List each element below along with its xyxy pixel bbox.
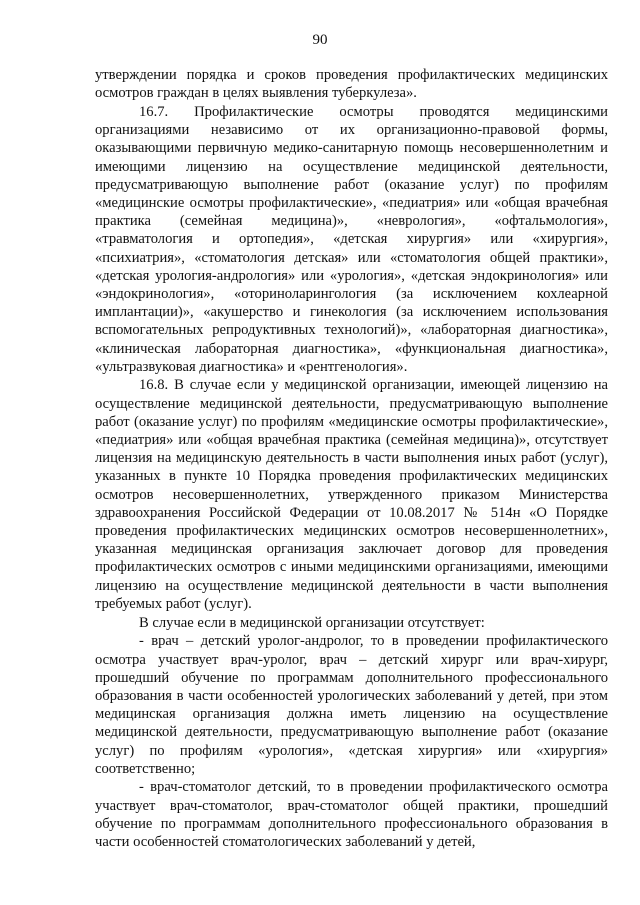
page-number: 90: [312, 32, 328, 48]
list-item-dentist: - врач-стоматолог детский, то в проведении профилактического осмотра участвует врач-стоматолог, врач-стоматолог общей практики, прошедший обучение по программам дополнительного профессионального образования в части особенностей стоматологических заболеваний у детей,: [95, 779, 608, 851]
document-body: [95, 66, 608, 852]
paragraph-16-8: 16.8. В случае если у медицинской организации, имеющей лицензию на осуществление медицинской деятельности, предусматривающую выполнение работ (оказание услуг) по профилям «медицинские осмотры профилактические», «педиатрия» или «общая врачебная практика (семейная медицина)», отсутствует лицензия на медицинскую деятельность в части выполнения иных работ (услуг), указанных в пункте 10 Порядка проведения профилактических медицинских осмотров несовершеннолетних, утвержденного приказом Министерства здравоохранения Российской Федерации от 10.08.2017 № 514н «О Порядке проведения профилактических медицинских осмотров несовершеннолетних», указанная медицинская организация заключает договор для проведения профилактических осмотров с иными медицинскими организациями, имеющими лицензию на осуществление медицинской деятельности в части выполнения требуемых работ (услуг).: [95, 377, 608, 612]
list-item-urologist: - врач – детский уролог-андролог, то в проведении профилактического осмотра участвует врач-уролог, врач – детский хирург или врач-хирург, прошедший обучение по программам дополнительного профессионального образования в части особенностей урологических заболеваний у детей, при этом медицинская организация должна иметь лицензию на осуществление медицинской деятельности, предусматривающую выполнение работ (оказание услуг) по профилям «урология», «детская хирургия» или «хирургия» соответственно;: [95, 633, 608, 777]
paragraph-continuation: утверждении порядка и сроков проведения профилактических медицинских осмотров граждан в целях выявления туберкулеза».: [95, 67, 608, 102]
paragraph-absence-intro: В случае если в медицинской организации отсутствует:: [139, 614, 485, 631]
paragraph-16-7: 16.7. Профилактические осмотры проводятся медицинскими организациями независимо от их организационно-правовой формы, оказывающими первичную медико-санитарную помощь несовершеннолетним и имеющими лицензию на осуществление медицинской деятельности, предусматривающую выполнение работ (оказание услуг) по профилям «медицинские осмотры профилактические», «педиатрия» или «общая врачебная практика (семейная медицина)», «неврология», «офтальмология», «травматология и ортопедия», «детская хирургия» или «хирургия», «психиатрия», «стоматология детская» или «стоматология общей практики», «детская урология-андрология» или «урология», «детская эндокринология» или «эндокринология», «оториноларингология (за исключением кохлеарной имплантации)», «акушерство и гинекология (за исключением использования вспомогательных репродуктивных технологий)», «лабораторная диагностика», «клиническая лабораторная диагностика», «функциональная диагностика», «ультразвуковая диагностика» и «рентгенология».: [95, 103, 608, 375]
